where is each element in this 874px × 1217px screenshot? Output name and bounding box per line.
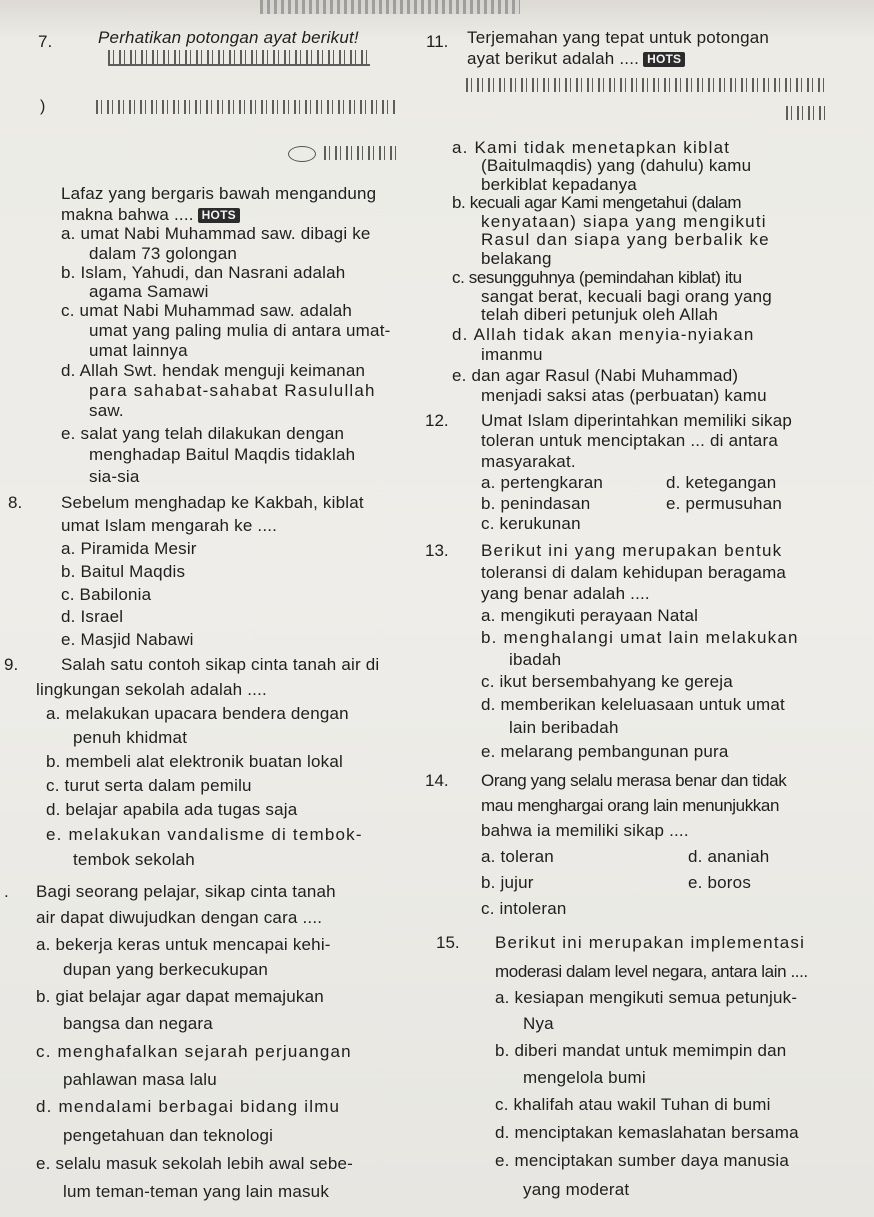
q11-option-b-cont2: Rasul dan siapa yang berbalik ke [481, 230, 770, 249]
q14-number: 14. [425, 771, 449, 790]
q7-option-d: d. Allah Swt. hendak menguji keimanan [61, 361, 366, 380]
q11-option-a-cont1: (Baitulmaqdis) yang (dahulu) kamu [481, 156, 752, 175]
q15-option-a-cont: Nya [523, 1014, 554, 1033]
page-top-strip [260, 0, 520, 14]
q7-option-b-cont: agama Samawi [89, 282, 209, 301]
q9-option-c: c. turut serta dalam pemilu [46, 776, 252, 795]
q7-option-c: c. umat Nabi Muhammad saw. adalah [61, 301, 353, 320]
arabic-verse-line-2 [96, 100, 396, 114]
q8-stem-line-1: Sebelum menghadap ke Kakbah, kiblat [61, 493, 364, 512]
q12-option-a: a. pertengkaran [481, 473, 604, 492]
q7-option-e-cont2: sia-sia [89, 467, 140, 486]
q11-option-a-cont2: berkiblat kepadanya [481, 175, 637, 194]
q10-option-c-cont: pahlawan masa lalu [63, 1070, 217, 1089]
q13-option-b-cont: ibadah [509, 650, 562, 669]
q7-option-d-cont1: para sahabat-sahabat Rasulullah [89, 381, 376, 400]
q11-option-c-cont2: telah diberi petunjuk oleh Allah [481, 305, 719, 324]
q7-option-d-cont2: saw. [89, 401, 124, 420]
q8-option-d: d. Israel [61, 607, 124, 626]
q11-option-a: a. Kami tidak menetapkan kiblat [452, 138, 731, 157]
q9-stem-line-2: lingkungan sekolah adalah .... [36, 680, 267, 699]
q10-option-c: c. menghafalkan sejarah perjuangan [36, 1042, 352, 1061]
q12-option-b: b. penindasan [481, 494, 591, 513]
q12-stem-line-3: masyarakat. [481, 452, 576, 471]
q11-option-b-cont1: kenyataan) siapa yang mengikuti [481, 212, 767, 231]
q14-option-c: c. intoleran [481, 899, 567, 918]
q7-option-e-cont1: menghadap Baitul Maqdis tidaklah [89, 445, 356, 464]
q14-stem-line-2: mau menghargai orang lain menunjukkan [481, 796, 780, 815]
q13-option-d-cont: lain beribadah [509, 718, 619, 737]
q13-option-d: d. memberikan keleluasaan untuk umat [481, 695, 785, 714]
q12-stem-line-2: toleran untuk menciptakan ... di antara [481, 431, 778, 450]
q8-number: 8. [8, 493, 23, 512]
q8-stem-line-2: umat Islam mengarah ke .... [61, 516, 278, 535]
q15-option-c: c. khalifah atau wakil Tuhan di bumi [495, 1095, 771, 1114]
arabic-verse-line-1 [108, 50, 370, 66]
q7-stem-line-1: Lafaz yang bergaris bawah mengandung [61, 184, 377, 203]
q15-number: 15. [436, 933, 460, 952]
q10-option-e-cont: lum teman-teman yang lain masuk [63, 1182, 330, 1201]
q12-stem-line-1: Umat Islam diperintahkan memiliki sikap [481, 411, 793, 430]
q13-option-b: b. menghalangi umat lain melakukan [481, 628, 799, 647]
q13-number: 13. [425, 541, 449, 560]
q11-arabic-verse-line-1 [466, 78, 828, 92]
q14-option-d: d. ananiah [688, 847, 770, 866]
q10-option-a-cont: dupan yang berkecukupan [63, 960, 268, 979]
q7-stem-line-2: makna bahwa .... HOTS [61, 205, 240, 225]
q11-number: 11. [426, 32, 449, 51]
q12-option-d: d. ketegangan [666, 473, 777, 492]
q15-option-e-cont: yang moderat [523, 1180, 630, 1199]
q10-stem-line-2: air dapat diwujudkan dengan cara .... [36, 908, 323, 927]
ayat-number-mark-icon [288, 146, 316, 162]
q15-option-d: d. menciptakan kemaslahatan bersama [495, 1123, 799, 1142]
q9-number: 9. [4, 655, 19, 674]
q12-number: 12. [425, 411, 449, 430]
q7-option-a: a. umat Nabi Muhammad saw. dibagi ke [61, 224, 371, 243]
q11-option-c: c. sesungguhnya (pemindahan kiblat) itu [452, 268, 742, 287]
q11-option-e-cont: menjadi saksi atas (perbuatan) kamu [481, 386, 767, 405]
q9-option-e: e. melakukan vandalisme di tembok- [46, 825, 363, 844]
q8-option-a: a. Piramida Mesir [61, 539, 197, 558]
hots-badge: HOTS [198, 208, 240, 223]
q15-stem-line-1: Berikut ini merupakan implementasi [495, 933, 806, 952]
q11-option-d: d. Allah tidak akan menyia-nyiakan [452, 325, 755, 344]
q8-option-e: e. Masjid Nabawi [61, 630, 194, 649]
q10-option-e: e. selalu masuk sekolah lebih awal sebe- [36, 1154, 354, 1173]
q13-stem-line-2: toleransi di dalam kehidupan beragama [481, 563, 787, 582]
q14-option-b: b. jujur [481, 873, 534, 892]
q9-stem-line-1: Salah satu contoh sikap cinta tanah air di [61, 655, 380, 674]
q14-option-a: a. toleran [481, 847, 554, 866]
q10-option-b: b. giat belajar agar dapat memajukan [36, 987, 324, 1006]
q7-prompt: Perhatikan potongan ayat berikut! [98, 28, 359, 47]
q13-option-e: e. melarang pembangunan pura [481, 742, 729, 761]
q14-stem-line-1: Orang yang selalu merasa benar dan tidak [481, 771, 787, 790]
q7-option-a-cont: dalam 73 golongan [89, 244, 238, 263]
q13-option-c: c. ikut bersembahyang ke gereja [481, 672, 733, 691]
q10-option-d-cont: pengetahuan dan teknologi [63, 1126, 274, 1145]
q11-option-e: e. dan agar Rasul (Nabi Muhammad) [452, 366, 739, 385]
q7-option-c-cont2: umat lainnya [89, 341, 188, 360]
q14-option-e: e. boros [688, 873, 752, 892]
arabic-bracket: ) [40, 98, 46, 115]
q7-option-c-cont1: umat yang paling mulia di antara umat- [89, 321, 391, 340]
q10-option-d: d. mendalami berbagai bidang ilmu [36, 1097, 341, 1116]
q9-option-d: d. belajar apabila ada tugas saja [46, 800, 298, 819]
q10-stem-line-1: Bagi seorang pelajar, sikap cinta tanah [36, 882, 336, 901]
q13-stem-line-3: yang benar adalah .... [481, 584, 650, 603]
q11-stem-line-1: Terjemahan yang tepat untuk potongan [467, 28, 770, 47]
q8-option-b: b. Baitul Maqdis [61, 562, 186, 581]
hots-badge: HOTS [643, 52, 685, 67]
q7-option-e: e. salat yang telah dilakukan dengan [61, 424, 345, 443]
q8-option-c: c. Babilonia [61, 585, 152, 604]
q11-option-b-cont3: belakang [481, 249, 552, 268]
q9-option-e-cont: tembok sekolah [73, 850, 195, 869]
q14-stem-line-3: bahwa ia memiliki sikap .... [481, 821, 689, 840]
q12-option-e: e. permusuhan [666, 494, 783, 513]
q7-number: 7. [38, 32, 53, 51]
q12-option-c: c. kerukunan [481, 514, 581, 533]
q15-option-e: e. menciptakan sumber daya manusia [495, 1151, 790, 1170]
q15-option-b: b. diberi mandat untuk memimpin dan [495, 1041, 787, 1060]
q11-option-d-cont: imanmu [481, 345, 543, 364]
q11-option-c-cont1: sangat berat, kecuali bagi orang yang [481, 287, 772, 306]
q9-option-a: a. melakukan upacara bendera dengan [46, 704, 349, 723]
q15-option-a: a. kesiapan mengikuti semua petunjuk- [495, 988, 798, 1007]
q10-option-a: a. bekerja keras untuk mencapai kehi- [36, 935, 331, 954]
q15-stem-line-2: moderasi dalam level negara, antara lain .... [495, 962, 808, 981]
q11-option-b: b. kecuali agar Kami mengetahui (dalam [452, 193, 742, 212]
q13-stem-line-1: Berikut ini yang merupakan bentuk [481, 541, 783, 560]
q7-option-b: b. Islam, Yahudi, dan Nasrani adalah [61, 263, 346, 282]
q10-option-b-cont: bangsa dan negara [63, 1014, 213, 1033]
q10-number: . [4, 882, 9, 901]
q13-option-a: a. mengikuti perayaan Natal [481, 606, 699, 625]
q11-arabic-verse-line-2 [786, 106, 826, 120]
q11-stem-line-2: ayat berikut adalah .... HOTS [467, 49, 685, 69]
q15-option-b-cont: mengelola bumi [523, 1068, 646, 1087]
q9-option-b: b. membeli alat elektronik buatan lokal [46, 752, 343, 771]
q9-option-a-cont: penuh khidmat [73, 728, 188, 747]
arabic-verse-line-3 [324, 146, 396, 160]
